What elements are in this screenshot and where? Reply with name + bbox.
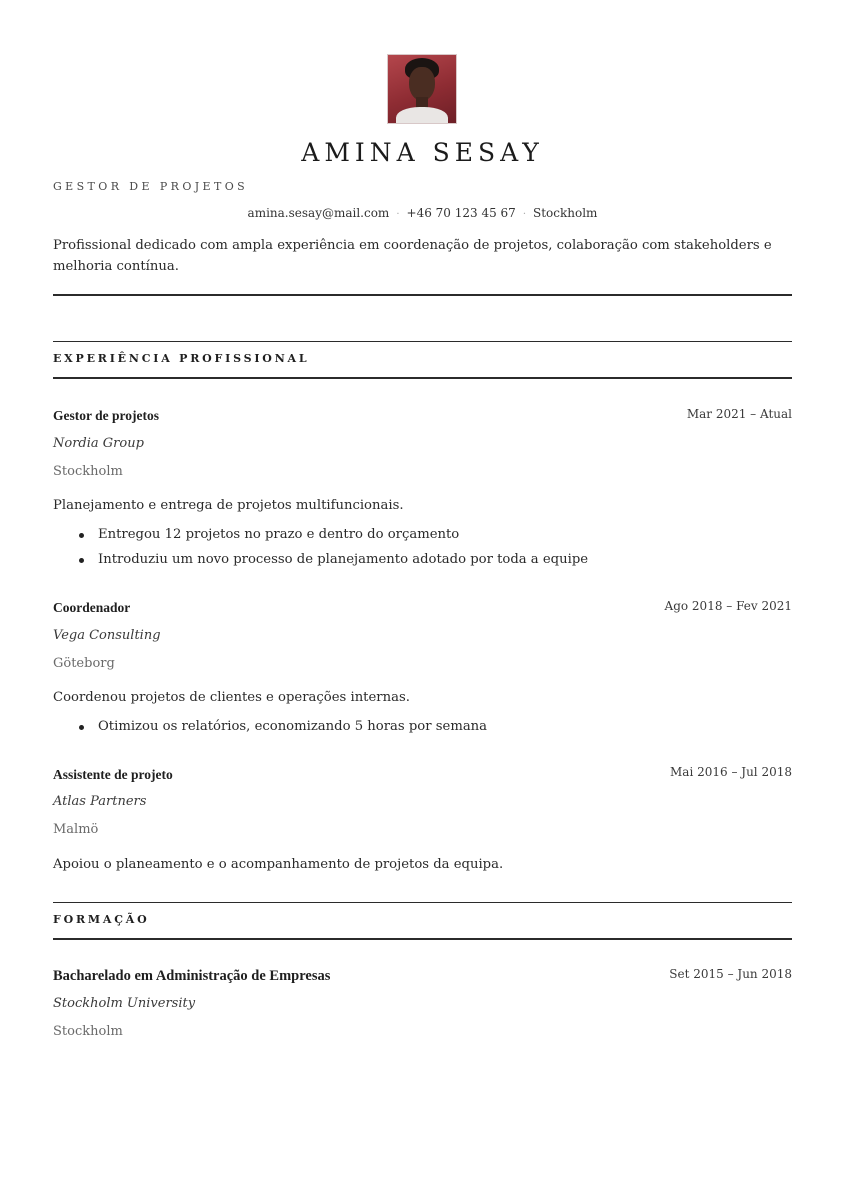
section-title-experience: EXPERIÊNCIA PROFISSIONAL: [53, 352, 310, 365]
job-company: Nordia Group: [53, 436, 144, 451]
job-location: Göteborg: [53, 656, 115, 671]
education-location: Stockholm: [53, 1024, 123, 1039]
job-achievements: [53, 525, 588, 575]
header-divider: [53, 294, 792, 296]
achievement-text: Entregou 12 projetos no prazo e dentro do orçamento: [98, 527, 460, 542]
section-bottom-divider: [53, 377, 792, 379]
job-description: Coordenou projetos de clientes e operações internas.: [53, 690, 410, 705]
job-dates: Mar 2021 – Atual: [686, 407, 792, 421]
job-description: Planejamento e entrega de projetos multifuncionais.: [53, 498, 404, 513]
job-description: Apoiou o planeamento e o acompanhamento de projetos da equipa.: [53, 857, 504, 872]
profile-photo: [388, 55, 456, 123]
contact-phone[interactable]: +46 70 123 45 67: [406, 206, 516, 220]
job-location: Stockholm: [53, 464, 123, 479]
profile-summary: Profissional dedicado com ampla experiência em coordenação de projetos, colaboração com stakeholders e melhoria contínua.: [53, 238, 772, 274]
achievement-text: Introduziu um novo processo de planejamento adotado por toda a equipe: [98, 552, 589, 567]
contact-city: Stockholm: [533, 206, 598, 220]
job-dates: Ago 2018 – Fev 2021: [664, 599, 792, 613]
candidate-name: AMINA SESAY: [301, 138, 544, 167]
job-title: Assistente de projeto: [53, 767, 173, 782]
achievement-item: [53, 550, 588, 575]
job-company: Vega Consulting: [53, 628, 161, 643]
contact-email[interactable]: amina.sesay@mail.com: [247, 206, 390, 220]
job-title: Gestor de projetos: [53, 408, 159, 423]
section-bottom-divider: [53, 938, 792, 940]
job-dates: Mai 2016 – Jul 2018: [670, 765, 792, 779]
job-company: Atlas Partners: [53, 794, 147, 809]
education-degree: Bacharelado em Administração de Empresas: [53, 968, 331, 984]
education-dates: Set 2015 – Jun 2018: [669, 967, 792, 981]
job-role: GESTOR DE PROJETOS: [53, 180, 249, 193]
achievement-text: Otimizou os relatórios, economizando 5 horas por semana: [98, 719, 488, 734]
achievement-item: [53, 525, 588, 550]
bullet-icon: [79, 725, 84, 730]
contact-separator: ·: [522, 209, 526, 220]
bullet-icon: [79, 558, 84, 563]
bullet-icon: [79, 533, 84, 538]
section-top-divider: [53, 341, 792, 342]
section-title-education: FORMAÇÃO: [53, 913, 150, 926]
achievement-item: [53, 717, 487, 742]
contact-line: [53, 206, 792, 220]
job-achievements: [53, 717, 487, 742]
education-school: Stockholm University: [53, 996, 196, 1011]
contact-separator: ·: [396, 209, 400, 220]
job-title: Coordenador: [53, 600, 131, 615]
job-location: Malmö: [53, 822, 99, 837]
section-top-divider: [53, 902, 792, 903]
